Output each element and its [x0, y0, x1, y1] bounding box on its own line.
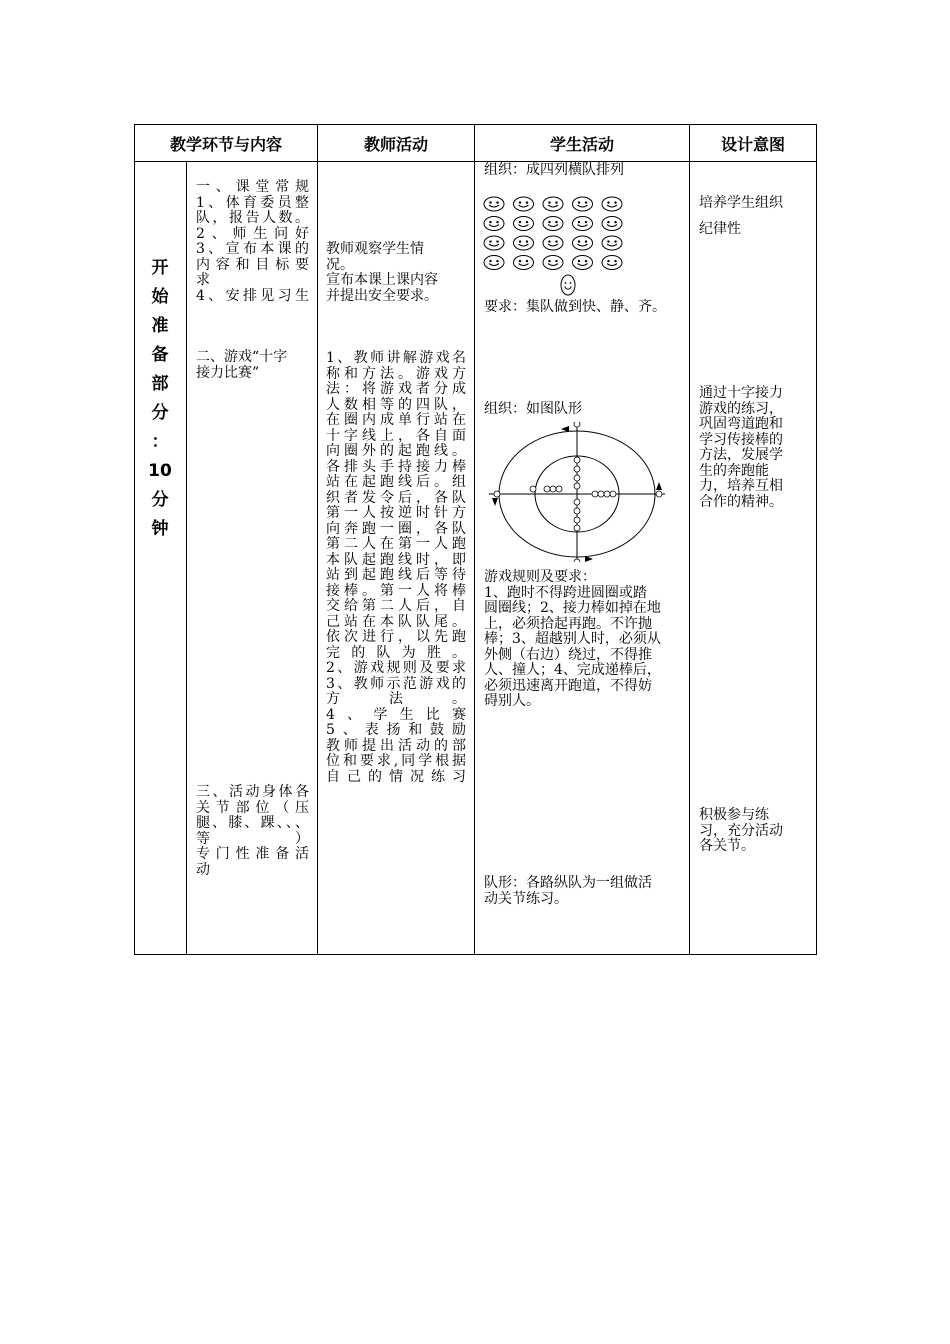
runner-marker: [544, 486, 550, 492]
text-line: 法：将游戏者分成: [326, 381, 467, 397]
stage-char: 分: [151, 490, 169, 510]
intent-discipline: [699, 190, 811, 242]
text-line: 三、活动身体各: [196, 784, 309, 800]
stage-char: 10: [148, 461, 172, 481]
header-intent: 设计意图: [690, 125, 817, 162]
text-line: 织者发令后，各队: [326, 489, 467, 506]
text-line: 圆圈线；2、接力棒如掉在地: [484, 600, 661, 616]
text-line: 己站在本队队尾。: [326, 613, 467, 630]
runner-marker: [574, 457, 580, 463]
smiley-face-icon: [573, 197, 593, 211]
runner-marker: [592, 491, 598, 497]
text-line: 内容和目标要: [196, 256, 309, 273]
smiley-face-icon: [573, 217, 593, 231]
text-line: 各关节。: [699, 838, 756, 854]
text-line: 关节部位（压: [196, 799, 309, 816]
arrow-icon: [656, 482, 662, 490]
text-line: 人、撞人；4、完成递棒后，: [484, 662, 661, 678]
text-line: 交给第二人后，自: [326, 598, 467, 614]
text-line: 称和方法。游戏方: [326, 365, 467, 382]
smiley-face-icon: [573, 236, 593, 250]
text-line: 并提出安全要求。: [326, 287, 439, 304]
text-line: 1、教师讲解游戏名: [326, 350, 467, 366]
runner-marker: [550, 486, 556, 492]
runner-marker: [574, 422, 580, 427]
arrow-icon: [492, 498, 498, 506]
text-line: 接力比赛”: [196, 364, 260, 381]
smiley-grid: [483, 194, 683, 304]
smiley-face-icon: [484, 236, 504, 250]
smiley-face-icon: [514, 217, 534, 231]
smiley-face-icon: [543, 236, 563, 250]
text-line: 教师提出活动的部: [326, 737, 467, 754]
content-warmup: [196, 785, 309, 878]
runner-marker: [556, 486, 562, 492]
student-req-1: 要求：集队做到快、静、齐。: [484, 299, 667, 315]
text-line: 游戏的练习，: [699, 400, 784, 417]
runner-marker: [574, 475, 580, 481]
text-line: 合作的精神。: [699, 493, 784, 510]
stage-label: [135, 254, 185, 544]
smiley-face-icon: [514, 236, 534, 250]
text-line: 4、安排见习生: [196, 287, 309, 304]
smiley-face-icon: [484, 197, 504, 211]
stage-char: 钟: [151, 519, 169, 539]
student-cell: [475, 162, 690, 955]
smiley-face-icon: [484, 256, 504, 270]
intent-cell: [690, 162, 817, 955]
text-line: 依次进行，以先跑: [326, 629, 467, 645]
student-org-2: 组织：如图队形: [484, 401, 583, 417]
text-line: 完的队为胜。: [326, 644, 467, 661]
content-routine: [196, 180, 309, 304]
text-line: 向奔跑一圈，各队: [326, 520, 467, 537]
arrow-icon: [561, 426, 569, 432]
text-line: 队形：各路纵队为一组做活: [484, 875, 653, 891]
text-line: 专门性准备活: [196, 846, 309, 862]
smiley-face-icon: [561, 275, 575, 295]
text-line: 培养学生组织: [699, 195, 784, 211]
text-line: 接棒。第一人将棒: [326, 582, 467, 599]
header-content: 教学环节与内容: [135, 125, 318, 162]
text-line: 二、游戏“十字: [196, 349, 288, 365]
text-line: 自己的情况练习: [326, 768, 467, 785]
text-line: 1、跑时不得跨进圆圈或踏: [484, 584, 647, 601]
text-line: 教师观察学生情: [326, 241, 425, 257]
text-line: 力，培养互相: [699, 478, 784, 494]
smiley-face-icon: [602, 217, 622, 231]
text-line: 生的奔跑能: [699, 462, 770, 479]
runner-marker: [598, 491, 604, 497]
runner-marker: [574, 466, 580, 472]
text-line: 外侧（右边）绕过，不得推: [484, 646, 653, 663]
text-line: 况。: [326, 256, 355, 273]
text-line: 动: [196, 861, 210, 878]
text-line: 十字线上，各自面: [326, 427, 467, 444]
smiley-face-icon: [543, 217, 563, 231]
header-student: 学生活动: [475, 125, 690, 162]
text-line: 2、游戏规则及要求: [326, 660, 467, 676]
runner-marker: [574, 508, 580, 514]
stage-char: 分: [151, 403, 169, 423]
stage-char: 开: [151, 258, 169, 278]
content-cell: [187, 162, 318, 955]
smiley-face-icon: [514, 197, 534, 211]
runner-marker: [574, 499, 580, 505]
teacher-game-explain: [326, 351, 466, 785]
stage-char: ：: [151, 432, 169, 452]
intent-relay: [699, 386, 811, 510]
text-line: 学习传接棒的: [699, 431, 784, 448]
teacher-cell: [318, 162, 475, 955]
smiley-face-icon: [573, 256, 593, 270]
content-game: [196, 350, 309, 381]
text-line: 方法。: [326, 691, 467, 707]
smiley-face-icon: [602, 256, 622, 270]
stage-char: 准: [151, 316, 169, 336]
smiley-face-icon: [514, 256, 534, 270]
text-line: 等）: [196, 830, 309, 847]
text-line: 游戏规则及要求：: [484, 569, 597, 585]
smiley-face-icon: [602, 197, 622, 211]
runner-marker: [494, 491, 500, 497]
smiley-face-icon: [543, 256, 563, 270]
smiley-face-icon: [602, 236, 622, 250]
text-line: 1、体育委员整: [196, 194, 309, 211]
text-line: 碍别人。: [484, 693, 541, 709]
runner-marker: [574, 483, 580, 489]
text-line: 站在起跑线后。组: [326, 474, 467, 490]
text-line: 3、宣布本课的: [196, 241, 309, 257]
text-line: 习，充分活动: [699, 822, 784, 839]
intent-joints: [699, 808, 811, 855]
header-row: [135, 125, 817, 162]
stage-char: 部: [151, 374, 169, 394]
relay-diagram: [489, 422, 669, 566]
text-line: 位和要求,同学根据: [326, 753, 467, 769]
text-line: 求: [196, 272, 210, 288]
text-line: 动关节练习。: [484, 890, 569, 907]
runner-marker: [574, 559, 580, 562]
text-line: 通过十字接力: [699, 385, 784, 401]
stage-char: 始: [151, 287, 169, 307]
runner-marker: [530, 486, 536, 492]
runner-marker: [610, 491, 616, 497]
lesson-plan-table: [134, 124, 817, 955]
text-line: 2、师生问好: [196, 225, 309, 242]
text-line: 5、表扬和鼓励: [326, 722, 467, 738]
text-line: 在圈内成单行站在: [326, 412, 467, 428]
text-line: 3、教师示范游戏的: [326, 675, 467, 692]
text-line: 一、课堂常规: [196, 179, 309, 195]
body-row: [135, 162, 817, 955]
runner-marker: [656, 491, 662, 497]
text-line: 必须迅速离开跑道，不得妨: [484, 677, 653, 694]
runner-marker: [604, 491, 610, 497]
smiley-face-icon: [543, 197, 563, 211]
text-line: 4、学生比赛: [326, 706, 467, 723]
student-formation-2: [484, 876, 689, 907]
text-line: 第一人按逆时针方: [326, 505, 467, 521]
text-line: 宣布本课上课内容: [326, 272, 439, 288]
text-line: 各排头手持接力棒: [326, 458, 467, 475]
runner-marker: [574, 517, 580, 523]
text-line: 第二人在第一人跑: [326, 536, 467, 552]
text-line: 队，报告人数。: [196, 210, 309, 226]
stage-char: 备: [151, 345, 169, 365]
student-rules: [484, 570, 689, 710]
runner-marker: [574, 525, 580, 531]
relay-circle-diagram: [489, 422, 669, 562]
text-line: 上，必须拾起再跑。不许抛: [484, 615, 653, 632]
text-line: 人数相等的四队，: [326, 396, 467, 413]
student-org-1: 组织：成四列横队排列: [484, 162, 625, 178]
teacher-observe: [326, 242, 468, 304]
smiley-face-icon: [484, 217, 504, 231]
text-line: 腿、膝、踝、、、: [196, 815, 309, 831]
text-line: 纪律性: [699, 221, 742, 237]
text-line: 站到起跑线后等待: [326, 567, 467, 583]
text-line: 巩固弯道跑和: [699, 416, 784, 432]
text-line: 本队起跑线时，即: [326, 551, 467, 568]
text-line: 向圈外的起跑线。: [326, 443, 467, 459]
stage-cell: [135, 162, 187, 955]
text-line: 积极参与练: [699, 807, 770, 823]
formation-grid: [483, 194, 683, 304]
arrow-icon: [585, 556, 593, 562]
text-line: 棒；3、超越别人时，必须从: [484, 631, 661, 647]
header-teacher: 教师活动: [318, 125, 475, 162]
text-line: 方法，发展学: [699, 447, 784, 463]
